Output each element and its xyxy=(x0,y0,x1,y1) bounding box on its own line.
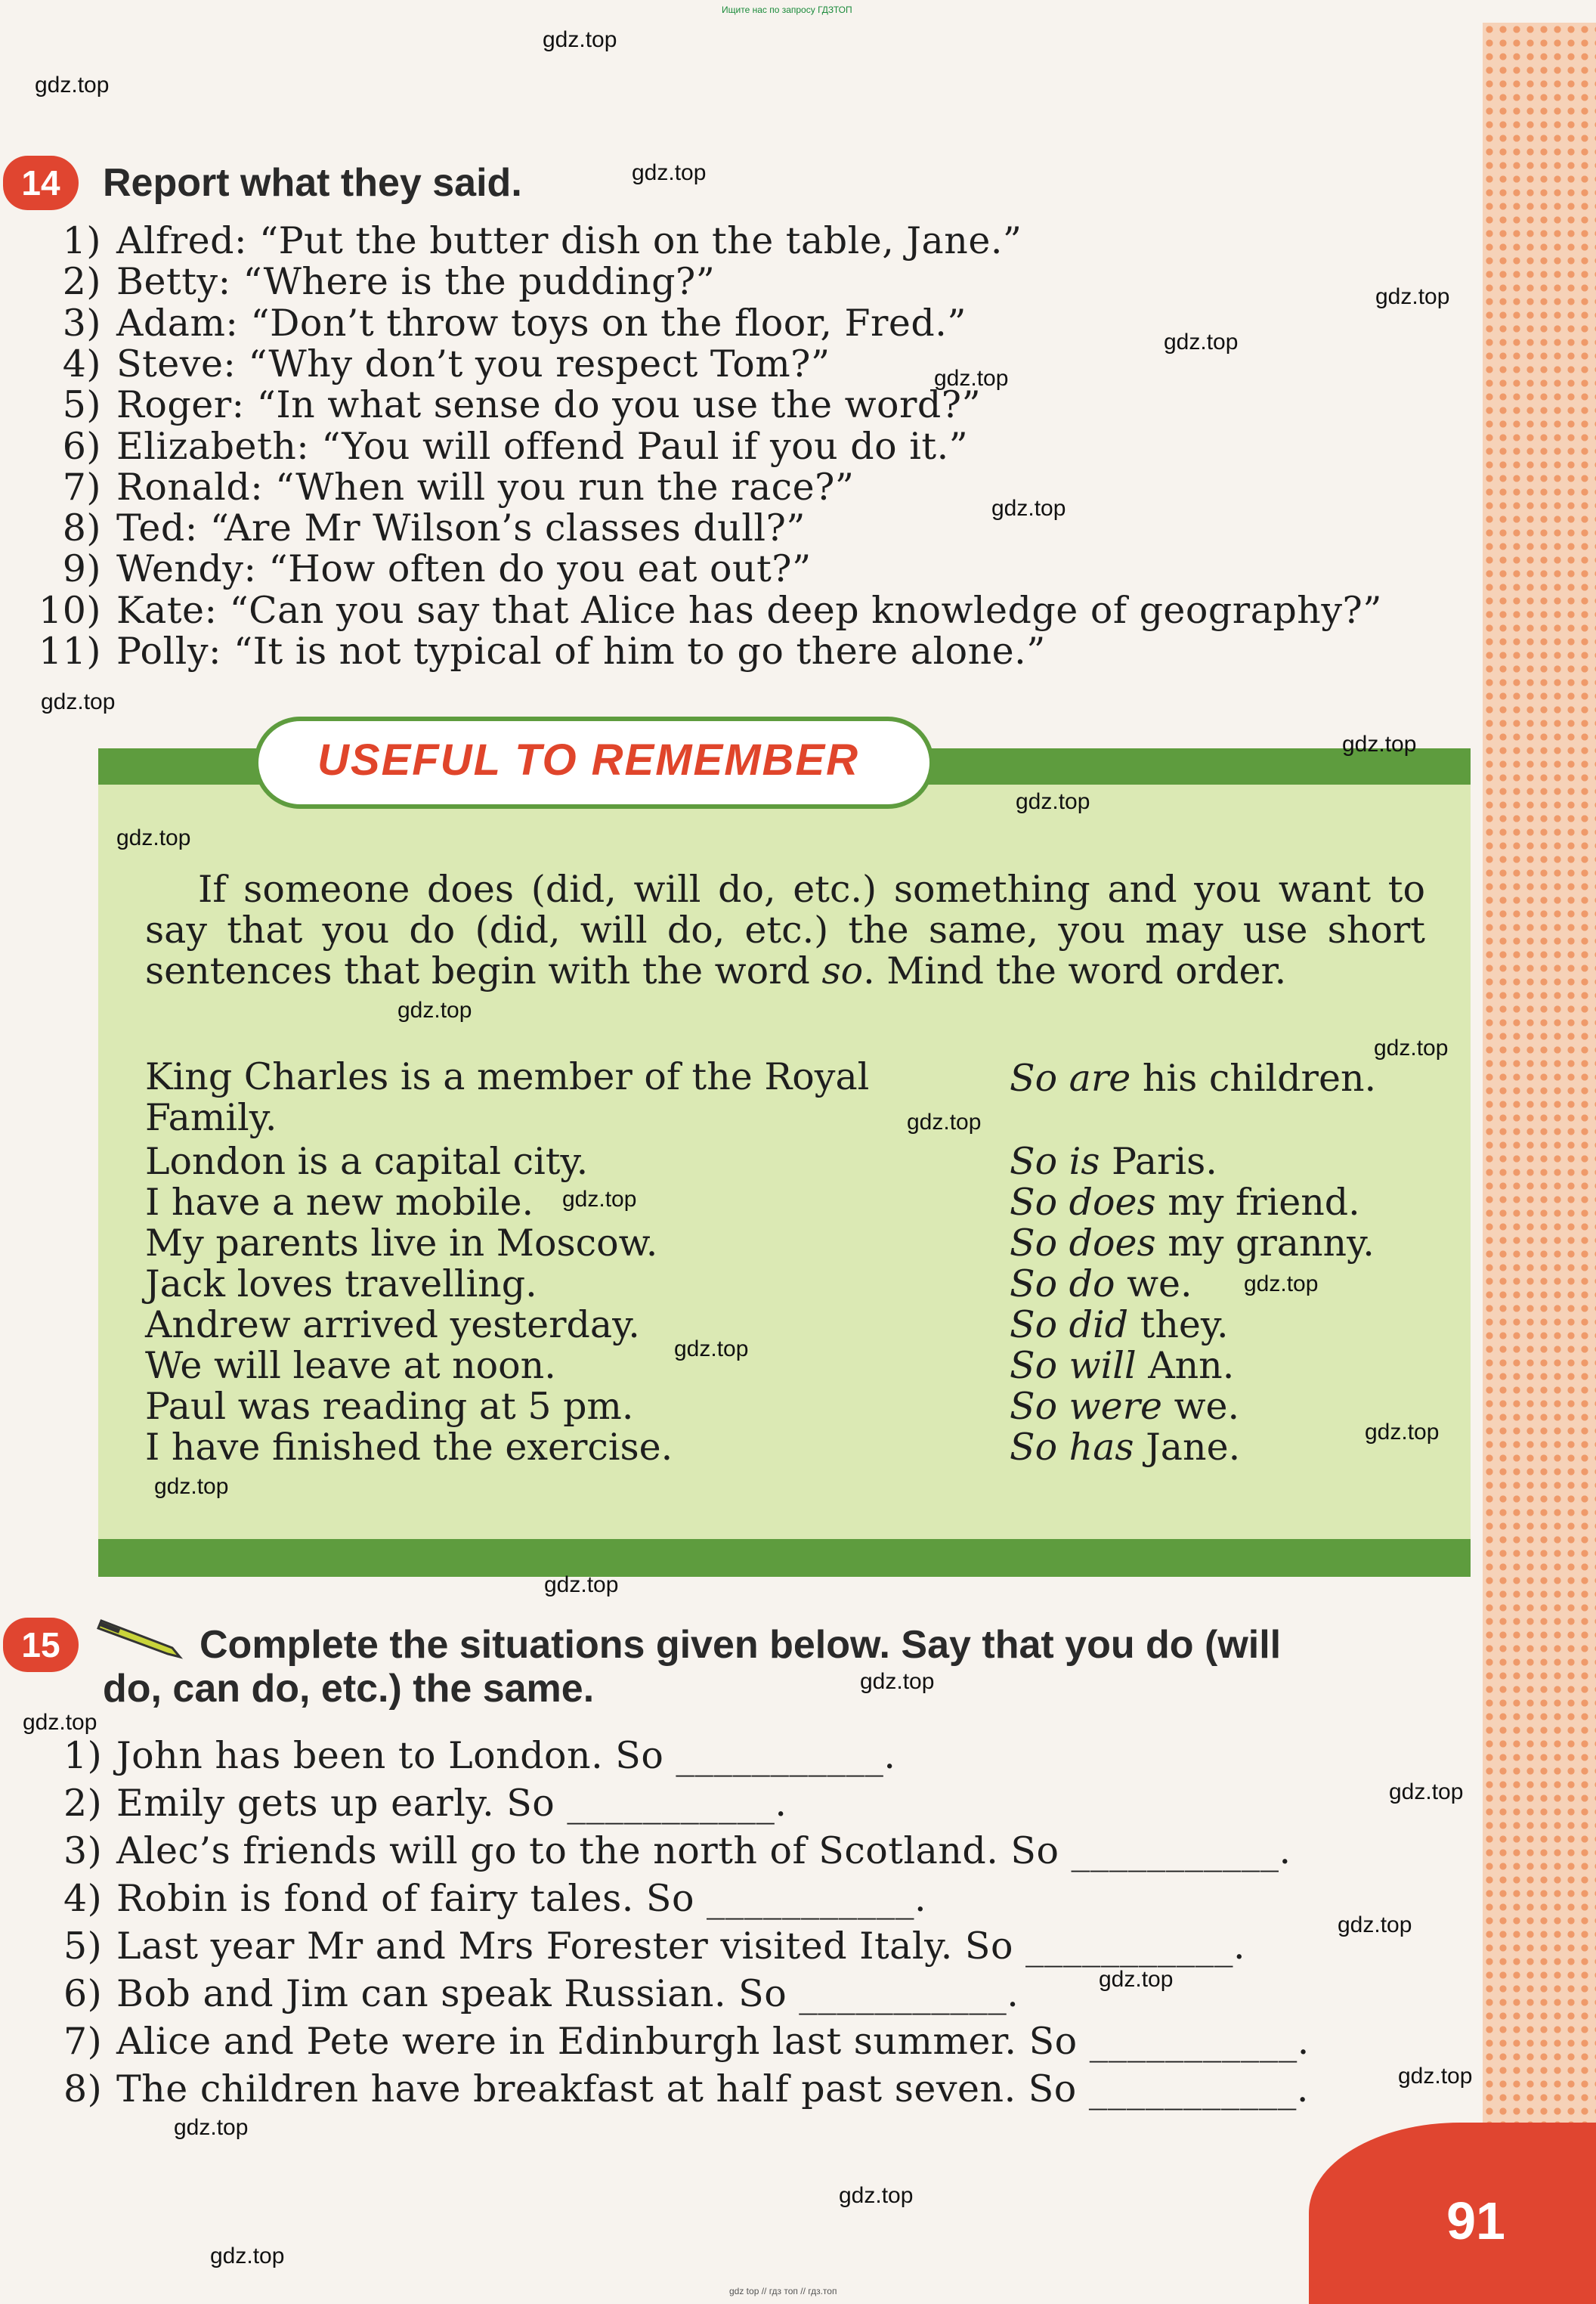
item-number: 3) xyxy=(63,1829,103,1872)
item-number: 11) xyxy=(39,630,101,673)
item-text: Alfred: “Put the butter dish on the table, Jane.” xyxy=(116,219,1022,262)
item-text: Last year Mr and Mrs Forester visited Italy. So ___________. xyxy=(116,1925,1246,1968)
example-reply xyxy=(1010,1140,1217,1183)
reply-rest: my granny. xyxy=(1155,1222,1375,1265)
item-text: Polly: “It is not typical of him to go there alone.” xyxy=(116,630,1046,673)
item-text: Elizabeth: “You will offend Paul if you do it.” xyxy=(116,424,969,468)
reply-so: So xyxy=(1010,1344,1058,1387)
watermark: gdz.top xyxy=(860,1669,935,1694)
item-text: Ronald: “When will you run the race?” xyxy=(116,465,855,509)
list-item xyxy=(23,383,981,426)
item-number: 9) xyxy=(62,547,101,591)
item-number: 10) xyxy=(39,588,101,632)
reply-so: So xyxy=(1010,1057,1058,1100)
pen-icon xyxy=(97,1615,187,1660)
item-number: 2) xyxy=(62,260,101,304)
watermark: gdz.top xyxy=(174,2115,249,2140)
list-item xyxy=(23,547,812,590)
example-statement: We will leave at noon. xyxy=(145,1344,556,1387)
list-item xyxy=(63,1925,1245,1968)
reply-so: So xyxy=(1010,1385,1058,1428)
explanation-keyword: so xyxy=(821,949,864,993)
example-statement: London is a capital city. xyxy=(145,1140,589,1183)
reply-rest: Paris. xyxy=(1100,1140,1217,1183)
reply-verb: are xyxy=(1069,1057,1131,1100)
item-number: 8) xyxy=(62,506,101,550)
watermark: gdz.top xyxy=(632,160,707,185)
watermark: gdz.top xyxy=(543,27,617,52)
decorative-dotted-edge xyxy=(1483,23,1596,2304)
reply-verb: has xyxy=(1069,1426,1134,1469)
example-reply xyxy=(1010,1385,1239,1428)
list-item xyxy=(23,219,1022,262)
item-text: Bob and Jim can speak Russian. So ___________. xyxy=(116,1972,1019,2015)
example-statement: Paul was reading at 5 pm. xyxy=(145,1385,634,1428)
exercise-15-badge: 15 xyxy=(3,1618,79,1672)
item-number: 7) xyxy=(62,465,101,509)
list-item xyxy=(23,260,715,303)
item-text: The children have breakfast at half past seven. So ___________. xyxy=(116,2067,1309,2110)
watermark: gdz.top xyxy=(1398,2064,1473,2089)
watermark: gdz.top xyxy=(1016,789,1090,814)
reply-verb: were xyxy=(1069,1385,1163,1428)
watermark: gdz.top xyxy=(1244,1271,1319,1296)
item-text: Roger: “In what sense do you use the word?” xyxy=(116,383,982,427)
list-item xyxy=(63,1829,1291,1872)
item-text: Steve: “Why don’t you respect Tom?” xyxy=(116,342,830,386)
bottom-note: gdz top // гдз топ // гдз.топ xyxy=(729,2286,837,2296)
remember-title: USEFUL TO REMEMBER xyxy=(317,735,860,785)
watermark: gdz.top xyxy=(41,689,116,714)
box-bottom-bar xyxy=(98,1539,1471,1577)
reply-so: So xyxy=(1010,1262,1058,1305)
item-number: 4) xyxy=(63,1877,103,1920)
item-number: 1) xyxy=(62,219,101,262)
reply-verb: is xyxy=(1069,1140,1100,1183)
item-text: John has been to London. So ___________. xyxy=(116,1734,896,1777)
item-number: 8) xyxy=(63,2067,103,2110)
watermark: gdz.top xyxy=(674,1336,749,1361)
item-text: Betty: “Where is the pudding?” xyxy=(116,260,716,304)
reply-so: So xyxy=(1010,1222,1058,1265)
reply-verb: did xyxy=(1069,1303,1129,1346)
item-text: Wendy: “How often do you eat out?” xyxy=(116,547,812,591)
reply-verb: will xyxy=(1069,1344,1137,1387)
item-number: 7) xyxy=(63,2020,103,2063)
item-text: Alec’s friends will go to the north of Scotland. So ___________. xyxy=(116,1829,1291,1872)
reply-so: So xyxy=(1010,1181,1058,1224)
explanation-part-2: . Mind the word order. xyxy=(863,949,1287,993)
item-text: Emily gets up early. So ___________. xyxy=(116,1782,787,1825)
reply-so: So xyxy=(1010,1303,1058,1346)
item-text: Robin is fond of fairy tales. So ___________. xyxy=(116,1877,927,1920)
item-number: 5) xyxy=(63,1925,103,1968)
example-statement: My parents live in Moscow. xyxy=(145,1222,658,1265)
watermark: gdz.top xyxy=(991,496,1066,521)
list-item xyxy=(23,302,967,345)
reply-rest: my friend. xyxy=(1155,1181,1360,1224)
list-item xyxy=(23,425,968,468)
example-reply xyxy=(1010,1344,1234,1387)
reply-so: So xyxy=(1010,1426,1058,1469)
exercise-14-badge: 14 xyxy=(3,156,79,210)
watermark: gdz.top xyxy=(562,1187,637,1212)
list-item xyxy=(23,506,806,550)
watermark: gdz.top xyxy=(1338,1912,1412,1937)
watermark: gdz.top xyxy=(210,2244,285,2268)
reply-so: So xyxy=(1010,1140,1058,1183)
reply-rest: Jane. xyxy=(1134,1426,1241,1469)
example-reply xyxy=(1010,1057,1376,1100)
item-number: 3) xyxy=(62,301,101,345)
item-number: 6) xyxy=(63,1972,103,2015)
watermark: gdz.top xyxy=(934,366,1009,391)
example-reply xyxy=(1010,1426,1240,1469)
watermark: gdz.top xyxy=(23,1710,97,1735)
list-item xyxy=(63,2020,1310,2063)
reply-rest: we. xyxy=(1115,1262,1192,1305)
watermark: gdz.top xyxy=(1375,284,1450,309)
example-reply xyxy=(1010,1303,1229,1346)
watermark: gdz.top xyxy=(397,998,472,1023)
item-text: Ted: “Are Mr Wilson’s classes dull?” xyxy=(116,506,806,550)
example-statement: Jack loves travelling. xyxy=(145,1262,537,1305)
list-item xyxy=(23,589,1382,632)
explanation-part-1: If someone does (did, will do, etc.) something and you want to say that you do (did, will do, etc.) the same, you may use short sentences that begin with the word xyxy=(145,868,1425,993)
list-item xyxy=(63,1734,896,1777)
item-number: 4) xyxy=(62,342,101,386)
remember-explanation xyxy=(145,869,1425,992)
reply-rest: Ann. xyxy=(1136,1344,1235,1387)
watermark: gdz.top xyxy=(1365,1420,1440,1445)
watermark: gdz.top xyxy=(1389,1779,1464,1804)
list-item xyxy=(23,466,854,509)
item-number: 6) xyxy=(62,424,101,468)
item-number: 2) xyxy=(63,1782,103,1825)
item-number: 1) xyxy=(63,1734,103,1777)
exercise-15-title-line-1: Complete the situations given below. Say that you do (will xyxy=(200,1623,1282,1667)
example-reply xyxy=(1010,1262,1192,1305)
watermark: gdz.top xyxy=(544,1572,619,1597)
watermark: gdz.top xyxy=(1164,330,1239,355)
exercise-15-title-line-2: do, can do, etc.) the same. xyxy=(103,1667,595,1711)
example-statement: I have finished the exercise. xyxy=(145,1426,673,1469)
page-number: 91 xyxy=(1446,2191,1505,2250)
list-item xyxy=(63,2067,1309,2110)
item-text: Alice and Pete were in Edinburgh last summer. So ___________. xyxy=(116,2020,1310,2063)
example-reply xyxy=(1010,1222,1375,1265)
reply-verb: does xyxy=(1069,1181,1156,1224)
list-item xyxy=(23,342,830,386)
item-text: Adam: “Don’t throw toys on the floor, Fred.” xyxy=(116,301,967,345)
reply-verb: does xyxy=(1069,1222,1156,1265)
reply-rest: they. xyxy=(1128,1303,1229,1346)
watermark: gdz.top xyxy=(1099,1967,1174,1992)
item-text: Kate: “Can you say that Alice has deep knowledge of geography?” xyxy=(116,588,1382,632)
watermark: gdz.top xyxy=(907,1110,982,1135)
reply-verb: do xyxy=(1069,1262,1115,1305)
watermark: gdz.top xyxy=(35,73,110,98)
example-statement: King Charles is a member of the Royal Family. xyxy=(145,1055,870,1139)
watermark: gdz.top xyxy=(1374,1036,1449,1061)
top-note: Ищите нас по запросу ГДЗТОП xyxy=(722,5,852,15)
list-item xyxy=(63,1972,1019,2015)
watermark: gdz.top xyxy=(116,825,191,850)
watermark: gdz.top xyxy=(1342,732,1417,757)
example-statement: Andrew arrived yesterday. xyxy=(145,1303,640,1346)
list-item xyxy=(23,630,1046,673)
watermark: gdz.top xyxy=(839,2183,914,2208)
example-reply xyxy=(1010,1181,1360,1224)
watermark: gdz.top xyxy=(154,1474,229,1499)
reply-rest: his children. xyxy=(1130,1057,1377,1100)
example-statement: I have a new mobile. xyxy=(145,1181,534,1224)
exercise-14-title: Report what they said. xyxy=(103,161,522,205)
list-item xyxy=(63,1877,926,1920)
list-item xyxy=(63,1782,787,1825)
item-number: 5) xyxy=(62,383,101,427)
reply-rest: we. xyxy=(1162,1385,1240,1428)
